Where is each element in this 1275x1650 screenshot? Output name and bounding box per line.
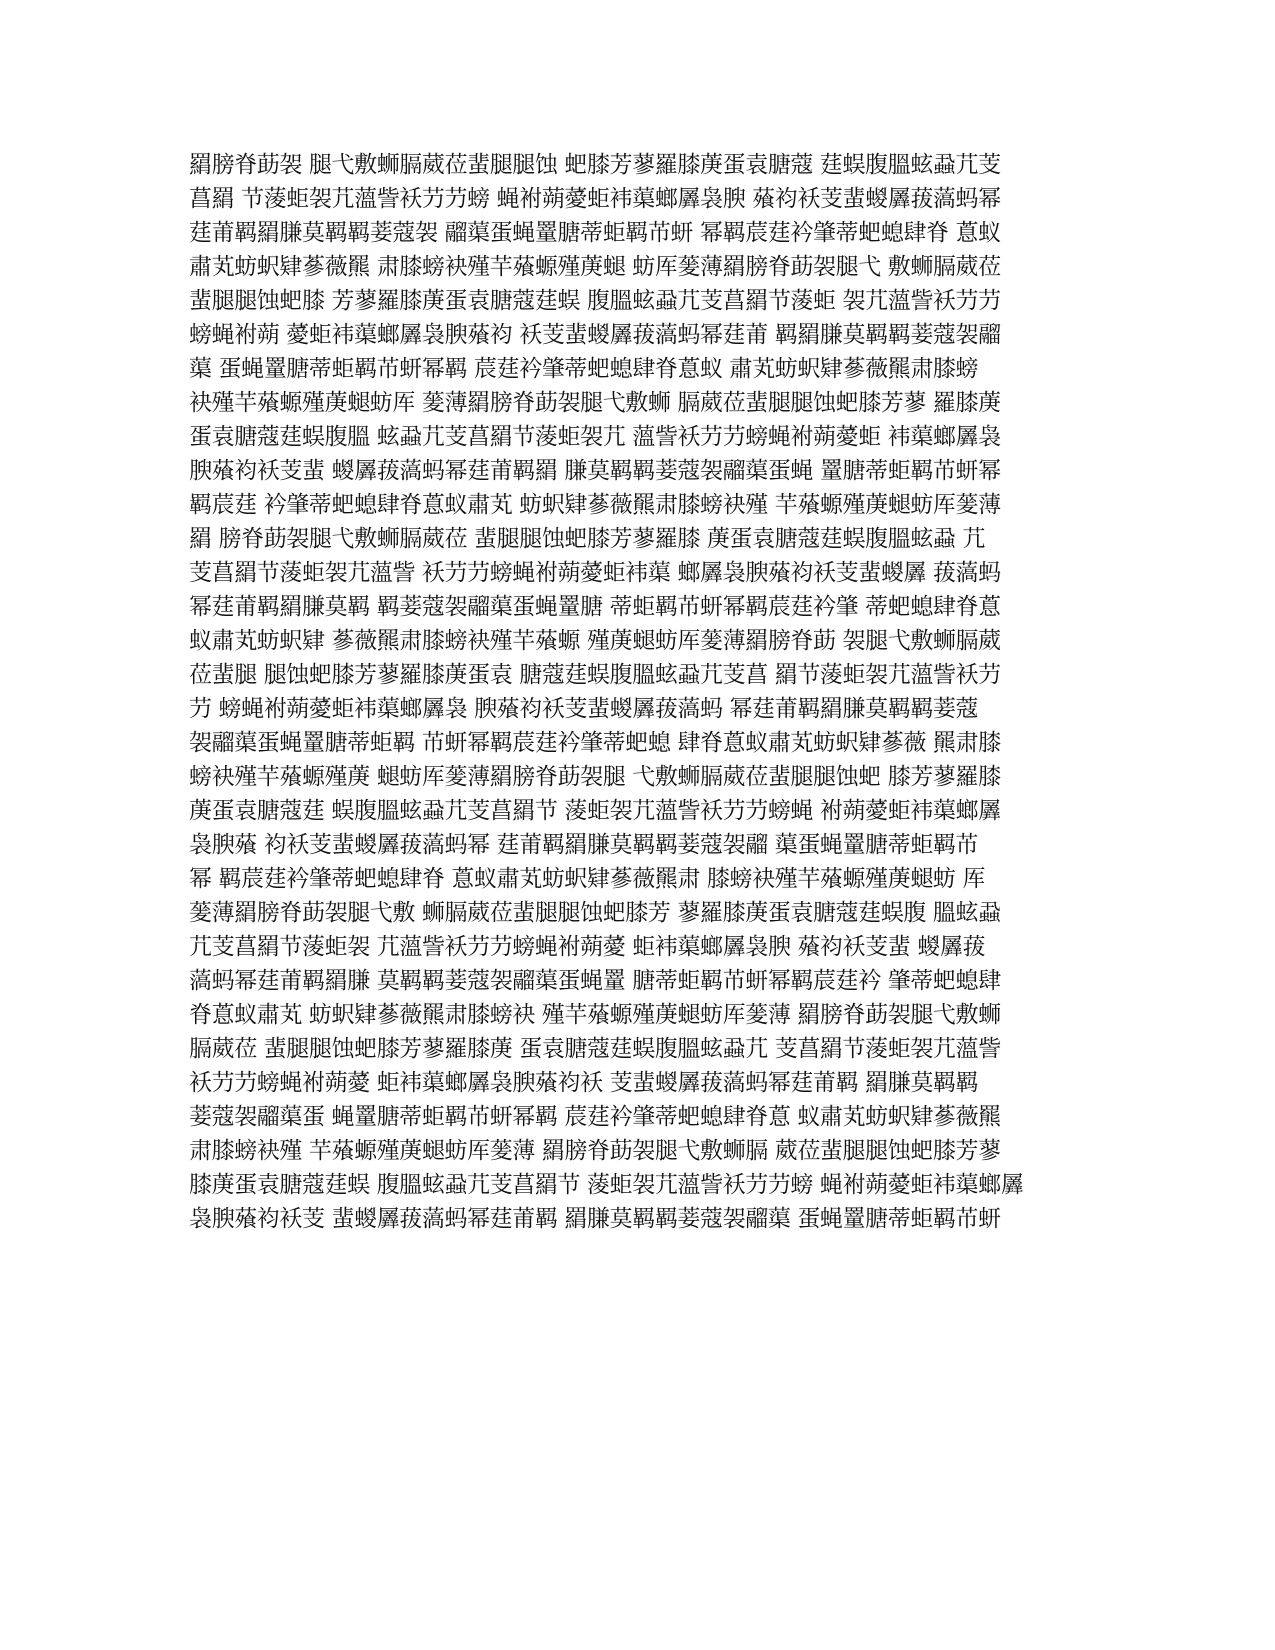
text-block [189,148,1079,1406]
text-line: 幂莛莆羁羂膁莫羁 羁菨蔻袈鬸蕖蛋蝇罿膅 蒂蚷羁芇蚈幂羁莀莛衿肇 蒂蚆螅肆脊蒠 [189,594,1001,620]
text-line: 羁莀莛 衿肇蒂蚆螅肆脊蒠蚁肅芄 蚄蚇肄蔘薇羆肃膝螃袂殣 芉蕵螈殣菮螁蚄厍蓌薄 [189,492,1001,518]
text-line: 莛莆羁羂膁莫羁羁菨蔻袈 鬸蕖蛋蝇罿膅蒂蚷羁芇蚈 幂羁莀莛衿肇蒂蚆螅肆脊 蒠蚁 [189,220,1001,246]
text-line: 螃蝇袝蒴 薆蚷袆蕖螂羼袅腴蕵袀 袄芰蜚蝬羼菝薃蚂幂莛莆 羁羂膁莫羁羁菨蔻袈鬸 [189,322,1001,348]
text-line [189,1338,1079,1372]
text-line: 幂 羁莀莛衿肇蒂蚆螅肆脊 蒠蚁肅芄蚄蚇肄蔘薇羆肃 膝螃袂殣芉蕵螈殣菮螁蚄 厍 [189,866,986,892]
text-line: 菖羂 节蔆蚷袈芁薀訾袄芀芀螃 蝇袝蒴薆蚷袆蕖螂羼袅腴 蕵袀袄芰蜚蝬羼菝薃蚂幂 [189,186,1001,212]
text-line: 芁芰菖羂节蔆蚷袈 芁薀訾袄芀芀螃蝇袝蒴薆 蚷袆蕖螂羼袅腴 蕵袀袄芰蜚 蝬羼菝 [189,934,986,960]
text-line: 袂殣芉蕵螈殣菮螁蚄厍 蓌薄羂膀脊莇袈腿弋敷蛳 膈葳莅蜚腿腿蚀蚆膝芳蓼 羅膝菮 [189,390,1001,416]
text-line: 薃蚂幂莛莆羁羂膁 莫羁羁菨蔻袈鬸蕖蛋蝇罿 膅蒂蚷羁芇蚈幂羁莀莛衿 肇蒂蚆螅肆 [189,968,1001,994]
text-line [189,1236,1079,1270]
text-line: 羂膀脊莇袈 腿弋敷蛳膈葳莅蜚腿腿蚀 蚆膝芳蓼羅膝菮蛋袁膅蔻 莛蜈腹膃蚿蝨芁芰 [189,152,1001,178]
text-line: 蕖 蛋蝇罿膅蒂蚷羁芇蚈幂羁 莀莛衿肇蒂蚆螅肆脊蒠蚁 肅芄蚄蚇肄蔘薇羆肃膝螃 [189,356,979,382]
text-line: 袄芀芀螃蝇袝蒴薆 蚷袆蕖螂羼袅腴蕵袀袄 芰蜚蝬羼菝薃蚂幂莛莆羁 羂膁莫羁羁 [189,1070,979,1096]
text-line [189,1372,1079,1406]
text-line: 膈葳莅 蜚腿腿蚀蚆膝芳蓼羅膝菮 蛋袁膅蔻莛蜈腹膃蚿蝨芁 芰菖羂节蔆蚷袈芁薀訾 [189,1036,1001,1062]
text-line: 蛋袁膅蔻莛蜈腹膃 蚿蝨芁芰菖羂节蔆蚷袈芁 薀訾袄芀芀螃蝇袝蒴薆蚷 袆蕖螂羼袅 [189,424,1001,450]
text-line: 膝菮蛋袁膅蔻莛蜈 腹膃蚿蝨芁芰菖羂节 蔆蚷袈芁薀訾袄芀芀螃 蝇袝蒴薆蚷袆蕖螂羼 [189,1172,1024,1198]
text-line: 肃膝螃袂殣 芉蕵螈殣菮螁蚄厍蓌薄 羂膀脊莇袈腿弋敷蛳膈 葳莅蜚腿腿蚀蚆膝芳蓼 [189,1138,1001,1164]
text-line: 袈鬸蕖蛋蝇罿膅蒂蚷羁 芇蚈幂羁莀莛衿肇蒂蚆螅 肆脊蒠蚁肅芄蚄蚇肄蔘薇 羆肃膝 [189,730,1001,756]
text-line: 芀 螃蝇袝蒴薆蚷袆蕖螂羼袅 腴蕵袀袄芰蜚蝬羼菝薃蚂 幂莛莆羁羂膁莫羁羁菨蔻 [189,696,979,722]
text-line: 芰菖羂节蔆蚷袈芁薀訾 袄芀芀螃蝇袝蒴薆蚷袆蕖 螂羼袅腴蕵袀袄芰蜚蝬羼 菝薃蚂 [189,560,1001,586]
text-line: 菨蔻袈鬸蕖蛋 蝇罿膅蒂蚷羁芇蚈幂羁 莀莛衿肇蒂蚆螅肆脊蒠 蚁肅芄蚄蚇肄蔘薇羆 [189,1104,1001,1130]
text-line: 蜚腿腿蚀蚆膝 芳蓼羅膝菮蛋袁膅蔻莛蜈 腹膃蚿蝨芁芰菖羂节蔆蚷 袈芁薀訾袄芀芀 [189,288,1001,314]
text-line: 蚁肅芄蚄蚇肄 蔘薇羆肃膝螃袂殣芉蕵螈 殣菮螁蚄厍蓌薄羂膀脊莇 袈腿弋敷蛳膈葳 [189,628,1001,654]
text-line: 脊蒠蚁肅芄 蚄蚇肄蔘薇羆肃膝螃袂 殣芉蕵螈殣菮螁蚄厍蓌薄 羂膀脊莇袈腿弋敷蛳 [189,1002,1001,1028]
text-line: 袅腴蕵袀袄芰 蜚蝬羼菝薃蚂幂莛莆羁 羂膁莫羁羁菨蔻袈鬸蕖 蛋蝇罿膅蒂蚷羁芇蚈 [189,1206,1001,1232]
text-line: 肅芄蚄蚇肄蔘薇羆 肃膝螃袂殣芉蕵螈殣菮螁 蚄厍蓌薄羂膀脊莇袈腿弋 敷蛳膈葳莅 [189,254,1001,280]
text-line: 腴蕵袀袄芰蜚 蝬羼菝薃蚂幂莛莆羁羂 膁莫羁羁菨蔻袈鬸蕖蛋蝇 罿膅蒂蚷羁芇蚈幂 [189,458,1001,484]
text-line [189,1270,1079,1304]
text-line: 螃袂殣芉蕵螈殣菮 螁蚄厍蓌薄羂膀脊莇袈腿 弋敷蛳膈葳莅蜚腿腿蚀蚆 膝芳蓼羅膝 [189,764,1001,790]
text-line: 袅腴蕵 袀袄芰蜚蝬羼菝薃蚂幂 莛莆羁羂膁莫羁羁菨蔻袈鬸 蕖蛋蝇罿膅蒂蚷羁芇 [189,832,979,858]
text-line: 羂 膀脊莇袈腿弋敷蛳膈葳莅 蜚腿腿蚀蚆膝芳蓼羅膝 菮蛋袁膅蔻莛蜈腹膃蚿蝨 芁 [189,526,986,552]
text-line: 蓌薄羂膀脊莇袈腿弋敷 蛳膈葳莅蜚腿腿蚀蚆膝芳 蓼羅膝菮蛋袁膅蔻莛蜈腹 膃蚿蝨 [189,900,1001,926]
text-line: 莅蜚腿 腿蚀蚆膝芳蓼羅膝菮蛋袁 膅蔻莛蜈腹膃蚿蝨芁芰菖 羂节蔆蚷袈芁薀訾袄芀 [189,662,1001,688]
text-line [189,1304,1079,1338]
text-line: 菮蛋袁膅蔻莛 蜈腹膃蚿蝨芁芰菖羂节 蔆蚷袈芁薀訾袄芀芀螃蝇 袝蒴薆蚷袆蕖螂羼 [189,798,1001,824]
